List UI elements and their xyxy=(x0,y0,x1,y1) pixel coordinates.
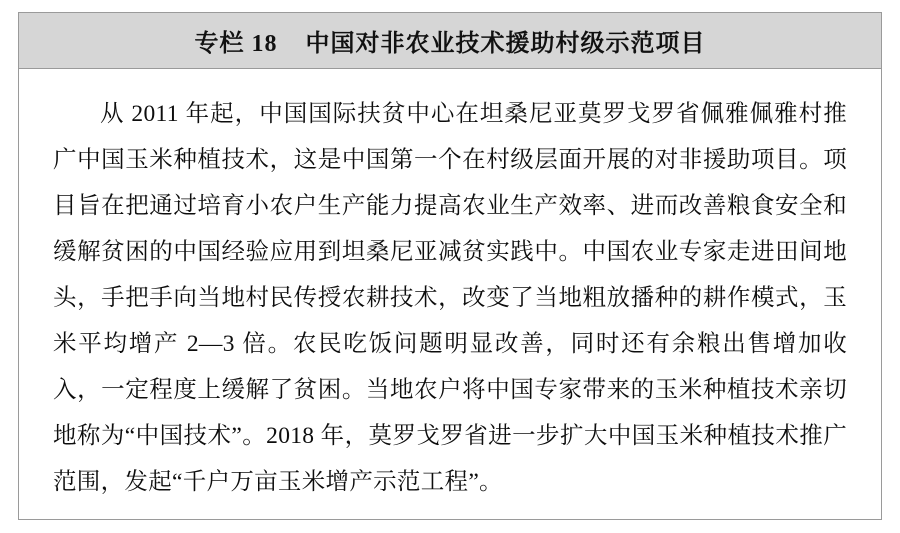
body-paragraph: 从 2011 年起，中国国际扶贫中心在坦桑尼亚莫罗戈罗省佩雅佩雅村推广中国玉米种植技术，这是中国第一个在村级层面开展的对非援助项目。项目旨在把通过培育小农户生产能力提高农业生产效率、进而改善粮食安全和缓解贫困的中国经验应用到坦桑尼亚减贫实践中。中国农业专家走进田间地头，手把手向当地村民传授农耕技术，改变了当地粗放播种的耕作模式，玉米平均增产 2—3 倍。农民吃饭问题明显改善，同时还有余粮出售增加收入，一定程度上缓解了贫困。当地农户将中国专家带来的玉米种植技术亲切地称为“中国技术”。2018 年，莫罗戈罗省进一步扩大中国玉米种植技术推广范围，发起“千户万亩玉米增产示范工程”。 xyxy=(53,101,847,495)
callout-box-body xyxy=(19,69,881,515)
callout-box xyxy=(18,12,882,520)
callout-box-header xyxy=(19,13,881,69)
callout-box-title: 专栏 18 中国对非农业技术援助村级示范项目 xyxy=(194,31,706,57)
